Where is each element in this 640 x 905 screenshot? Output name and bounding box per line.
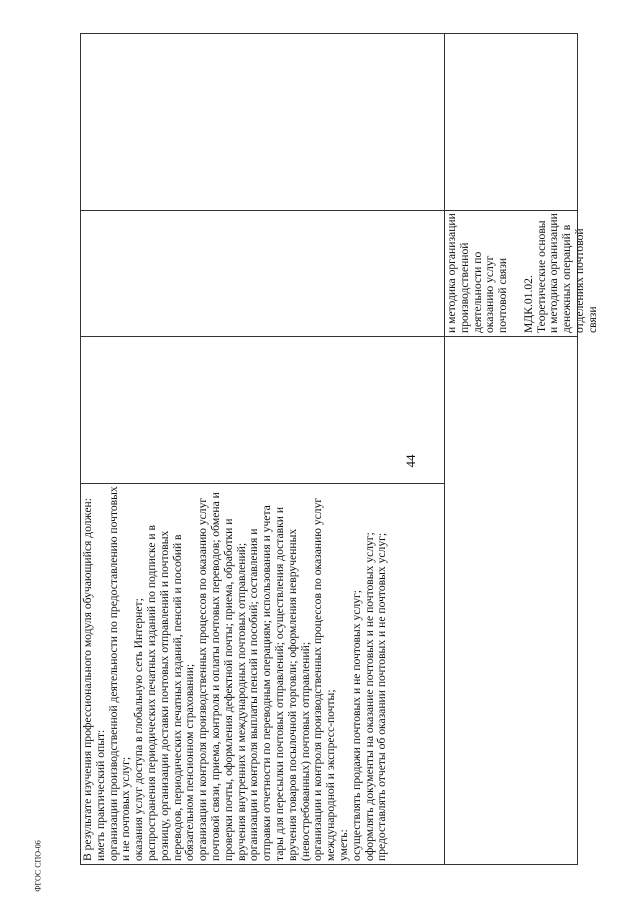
footer-code: ФГОС СПО-06 [33,840,43,892]
rotated-table [80,33,599,865]
discipline-text: и методика организации производственной деятельности по оказанию услуг почтовой связи МДК.01.02. Теоретические основы и методика организации денежных операций в отделениях почтовой связи [445,213,599,333]
cell-empty-1 [81,337,444,484]
cell-empty-5 [445,32,577,211]
cell-empty-3 [81,32,444,211]
table-row-bottom [444,33,599,865]
cell-competency-text [81,484,444,864]
table-row-top [80,33,445,865]
cell-empty-4 [445,337,577,864]
competency-text: В результате изучения профессионального модуля обучающийся должен: иметь практический опыт: организации производственной деятельности по предоставлению почтовых и не почтовых услуг; оказания услуг доступа в глобальную сеть Интернет; распространения периодических печатных изданий по подписке и в розницу, организации доставки почтовых отправлений и почтовых переводов, периодических печатных изданий, пенсий и пособий в обязательном пенсионном страховании; организации и контроля производственных процессов по оказанию услуг почтовой связи, приема, контроля и оплаты почтовых переводов; обмена и проверки почты, оформления дефектной почты; приема, обработки и вручения внутренних и международных почтовых отправлений; организации и контроля выплаты пенсий и пособий; составления и отправки отчетности по переводным операциям; использования и учета тары для пересылки почтовых отправлений; осуществления доставки и вручения товаров посылочной торговли; оформления неврученных (невостребованных) почтовых отправлений; организации и контроля производственных процессов по оказанию услуг международной и экспресс-почты; уметь: осуществлять продажи почтовых и не почтовых услуг; оформлять документы на оказание почтовых и не почтовых услуг; предоставлять отчеты об оказании почтовых и не почтовых услуг; [81,486,389,861]
cell-empty-2 [81,211,444,337]
page-number: 44 [403,454,418,468]
cell-discipline-text [445,211,599,337]
